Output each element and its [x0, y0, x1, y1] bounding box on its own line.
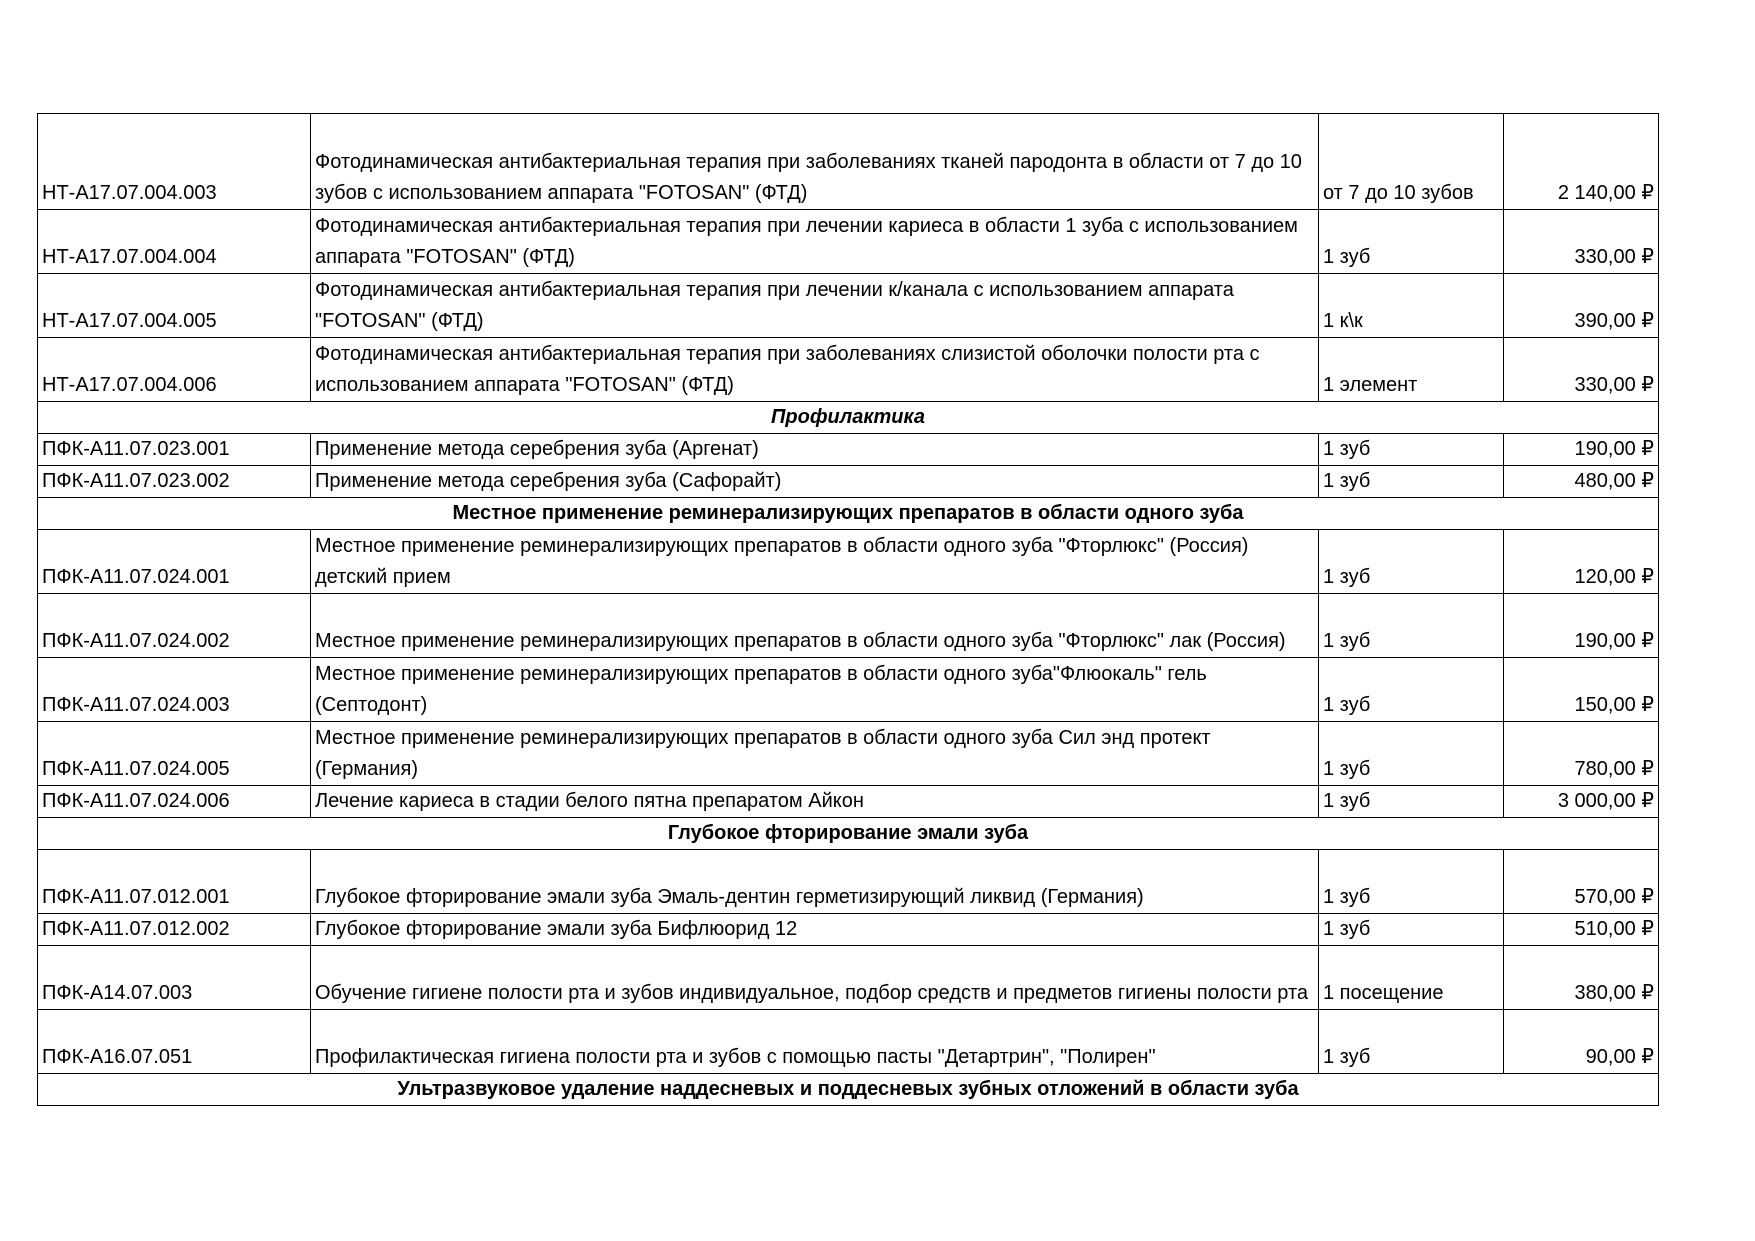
service-name-cell: Местное применение реминерализирующих препаратов в области одного зуба"Флюокаль" гель (Септодонт)	[311, 658, 1319, 722]
unit-cell: 1 зуб	[1319, 466, 1504, 498]
service-name-cell: Фотодинамическая антибактериальная терапия при заболеваниях тканей пародонта в области от 7 до 10 зубов с использованием аппарата "FOTOSAN" (ФТД)	[311, 114, 1319, 210]
unit-cell: 1 зуб	[1319, 658, 1504, 722]
price-cell: 190,00 ₽	[1504, 434, 1659, 466]
service-code-cell: ПФК-А11.07.024.006	[38, 786, 311, 818]
unit-cell: 1 зуб	[1319, 722, 1504, 786]
service-name-cell: Глубокое фторирование эмали зуба Эмаль-дентин герметизирующий ликвид (Германия)	[311, 850, 1319, 914]
service-name-cell: Местное применение реминерализирующих препаратов в области одного зуба "Фторлюкс" (Россия) детский прием	[311, 530, 1319, 594]
table-row	[38, 114, 1659, 210]
table-body	[38, 114, 1659, 1106]
unit-cell: 1 зуб	[1319, 850, 1504, 914]
price-cell: 90,00 ₽	[1504, 1010, 1659, 1074]
price-cell: 190,00 ₽	[1504, 594, 1659, 658]
service-name-cell: Местное применение реминерализирующих препаратов в области одного зуба Сил энд протект (Германия)	[311, 722, 1319, 786]
unit-cell: 1 к\к	[1319, 274, 1504, 338]
table-row	[38, 530, 1659, 594]
price-cell: 780,00 ₽	[1504, 722, 1659, 786]
service-code-cell: ПФК-А16.07.051	[38, 1010, 311, 1074]
unit-cell: 1 зуб	[1319, 210, 1504, 274]
table-row	[38, 722, 1659, 786]
service-code-cell: ПФК-А11.07.024.005	[38, 722, 311, 786]
price-cell: 2 140,00 ₽	[1504, 114, 1659, 210]
service-name-cell: Лечение кариеса в стадии белого пятна препаратом Айкон	[311, 786, 1319, 818]
service-name-cell: Обучение гигиене полости рта и зубов индивидуальное, подбор средств и предметов гигиены полости рта	[311, 946, 1319, 1010]
service-code-cell: ПФК-А11.07.024.001	[38, 530, 311, 594]
service-name-cell: Местное применение реминерализирующих препаратов в области одного зуба "Фторлюкс" лак (Россия)	[311, 594, 1319, 658]
service-name-cell: Фотодинамическая антибактериальная терапия при заболеваниях слизистой оболочки полости рта с использованием аппарата "FOTOSAN" (ФТД)	[311, 338, 1319, 402]
service-code-cell: ПФК-А11.07.024.003	[38, 658, 311, 722]
service-code-cell: ПФК-А11.07.012.002	[38, 914, 311, 946]
unit-cell: 1 зуб	[1319, 594, 1504, 658]
price-cell: 390,00 ₽	[1504, 274, 1659, 338]
section-header-row	[38, 498, 1659, 530]
price-cell: 510,00 ₽	[1504, 914, 1659, 946]
service-name-cell: Фотодинамическая антибактериальная терапия при лечении кариеса в области 1 зуба с использованием аппарата "FOTOSAN" (ФТД)	[311, 210, 1319, 274]
table-row	[38, 594, 1659, 658]
price-cell: 480,00 ₽	[1504, 466, 1659, 498]
service-code-cell: ПФК-А11.07.023.001	[38, 434, 311, 466]
price-cell: 570,00 ₽	[1504, 850, 1659, 914]
unit-cell: 1 зуб	[1319, 530, 1504, 594]
service-code-cell: ПФК-А11.07.012.001	[38, 850, 311, 914]
section-title: Ультразвуковое удаление наддесневых и поддесневых зубных отложений в области зуба	[38, 1074, 1659, 1106]
service-code-cell: НТ-А17.07.004.004	[38, 210, 311, 274]
service-name-cell: Фотодинамическая антибактериальная терапия при лечении к/канала с использованием аппарата "FOTOSAN" (ФТД)	[311, 274, 1319, 338]
service-name-cell: Профилактическая гигиена полости рта и зубов с помощью пасты "Детартрин", "Полирен"	[311, 1010, 1319, 1074]
unit-cell: 1 элемент	[1319, 338, 1504, 402]
price-cell: 330,00 ₽	[1504, 210, 1659, 274]
price-cell: 330,00 ₽	[1504, 338, 1659, 402]
unit-cell: 1 зуб	[1319, 1010, 1504, 1074]
table-row	[38, 946, 1659, 1010]
service-code-cell: ПФК-А11.07.024.002	[38, 594, 311, 658]
table-row	[38, 1010, 1659, 1074]
section-title: Глубокое фторирование эмали зуба	[38, 818, 1659, 850]
section-title: Профилактика	[38, 402, 1659, 434]
service-name-cell: Применение метода серебрения зуба (Аргенат)	[311, 434, 1319, 466]
table-row	[38, 914, 1659, 946]
table-row	[38, 274, 1659, 338]
section-header-row	[38, 1074, 1659, 1106]
service-code-cell: ПФК-А14.07.003	[38, 946, 311, 1010]
service-name-cell: Применение метода серебрения зуба (Сафорайт)	[311, 466, 1319, 498]
unit-cell: 1 зуб	[1319, 914, 1504, 946]
table-row	[38, 434, 1659, 466]
section-header-row	[38, 818, 1659, 850]
unit-cell: 1 зуб	[1319, 434, 1504, 466]
service-code-cell: НТ-А17.07.004.005	[38, 274, 311, 338]
unit-cell: 1 посещение	[1319, 946, 1504, 1010]
table-row	[38, 658, 1659, 722]
table-row	[38, 850, 1659, 914]
section-title: Местное применение реминерализирующих препаратов в области одного зуба	[38, 498, 1659, 530]
price-cell: 380,00 ₽	[1504, 946, 1659, 1010]
section-header-row	[38, 402, 1659, 434]
price-table	[37, 113, 1659, 1106]
unit-cell: от 7 до 10 зубов	[1319, 114, 1504, 210]
service-code-cell: ПФК-А11.07.023.002	[38, 466, 311, 498]
table-row	[38, 786, 1659, 818]
service-name-cell: Глубокое фторирование эмали зуба Бифлюорид 12	[311, 914, 1319, 946]
service-code-cell: НТ-А17.07.004.006	[38, 338, 311, 402]
table-row	[38, 466, 1659, 498]
price-cell: 120,00 ₽	[1504, 530, 1659, 594]
unit-cell: 1 зуб	[1319, 786, 1504, 818]
service-code-cell: НТ-А17.07.004.003	[38, 114, 311, 210]
price-cell: 3 000,00 ₽	[1504, 786, 1659, 818]
price-cell: 150,00 ₽	[1504, 658, 1659, 722]
table-row	[38, 210, 1659, 274]
table-row	[38, 338, 1659, 402]
